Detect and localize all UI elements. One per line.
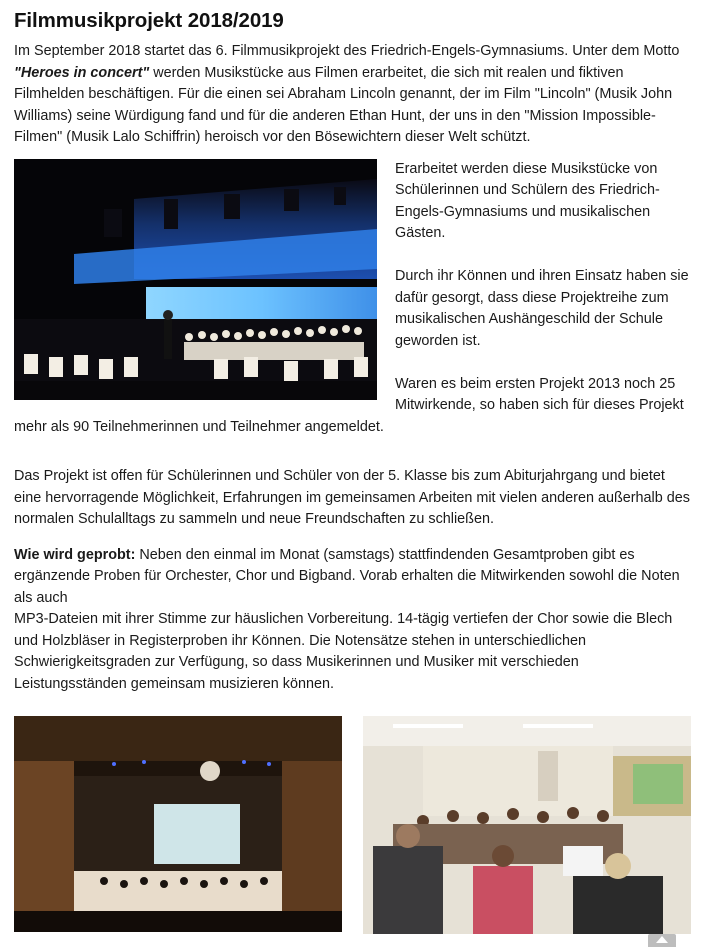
scroll-to-top-button[interactable] <box>648 934 676 947</box>
rehearsal-paragraph-2: MP3-Dateien mit ihrer Stimme zur häuslichen Vorbereitung. 14-tägig vertiefen der Chor sowie die Blech und Holzbläser in Registerproben ihr Können. Die Notensätze stehen in unterschiedlichen Schwierigkeitsgraden zur Verfügung, so dass Musikerinnen und Musiker mit verschieden Leistungsständen gemeinsam musizieren können. <box>14 611 673 692</box>
intro-paragraph <box>14 41 694 149</box>
rehearsal-room-photo <box>363 716 691 934</box>
open-paragraph: Das Projekt ist offen für Schülerinnen und Schüler von der 5. Klasse bis zum Abiturjahrgang und bietet eine hervorragende Möglichkeit, Erfahrungen im gemeinsamen Arbeiten mit vielen anderen außerhalb des normalen Schulalltags zu sammeln und neue Freundschaften zu schließen. <box>14 468 690 527</box>
side-paragraph-2: Durch ihr Können und ihren Einsatz haben sie dafür gesorgt, dass diese Projektreihe zum musikalischen Aushängeschild der Schule geworden ist. <box>395 268 689 349</box>
photo-text-block <box>14 159 694 439</box>
rehearsal-text-1: Neben den einmal im Monat (samstags) stattfindenden Gesamtproben gibt es ergänzende Proben für Orchester, Chor und Bigband. Vorab erhalten die Mitwirkenden sowohl die Noten als auch <box>14 546 680 606</box>
intro-text-start: Im September 2018 startet das 6. Filmmusikprojekt des Friedrich-Engels-Gymnasiums. Unter dem Motto <box>14 43 680 59</box>
motto: "Heroes in concert" <box>14 64 150 81</box>
side-paragraph-1: Erarbeitet werden diese Musikstücke von Schülerinnen und Schülern des Friedrich-Engels-Gymnasiums und musikalischen Gästen. <box>395 160 660 241</box>
arrow-up-icon <box>656 936 668 943</box>
concert-stage-photo <box>14 159 377 400</box>
rehearsal-label: Wie wird geprobt: <box>14 546 136 563</box>
photo-gallery <box>14 716 694 936</box>
orchestra-hall-photo <box>14 716 342 932</box>
article <box>14 6 694 695</box>
side-paragraph-3: Waren es beim ersten Projekt 2013 noch 25 Mitwirkende, so haben sich für dieses Projekt mehr als 90 Teilnehmerinnen und Teilnehmer angemeldet. <box>14 375 684 435</box>
rehearsal-paragraph <box>14 545 694 610</box>
page-title: Filmmusikprojekt 2018/2019 <box>14 9 284 32</box>
intro-text-end: werden Musikstücke aus Filmen erarbeitet, die sich mit realen und fiktiven Filmhelden beschäftigen. Für die einen sei Abraham Lincoln genannt, der im Film "Lincoln" (Musik John Williams) seine Würdigung fand und für die anderen Ethan Hunt, der uns in den "Mission Impossible-Filmen" (Musik Lalo Schiffrin) heroisch vor den Bösewichtern dieser Welt schützt. <box>14 64 673 145</box>
